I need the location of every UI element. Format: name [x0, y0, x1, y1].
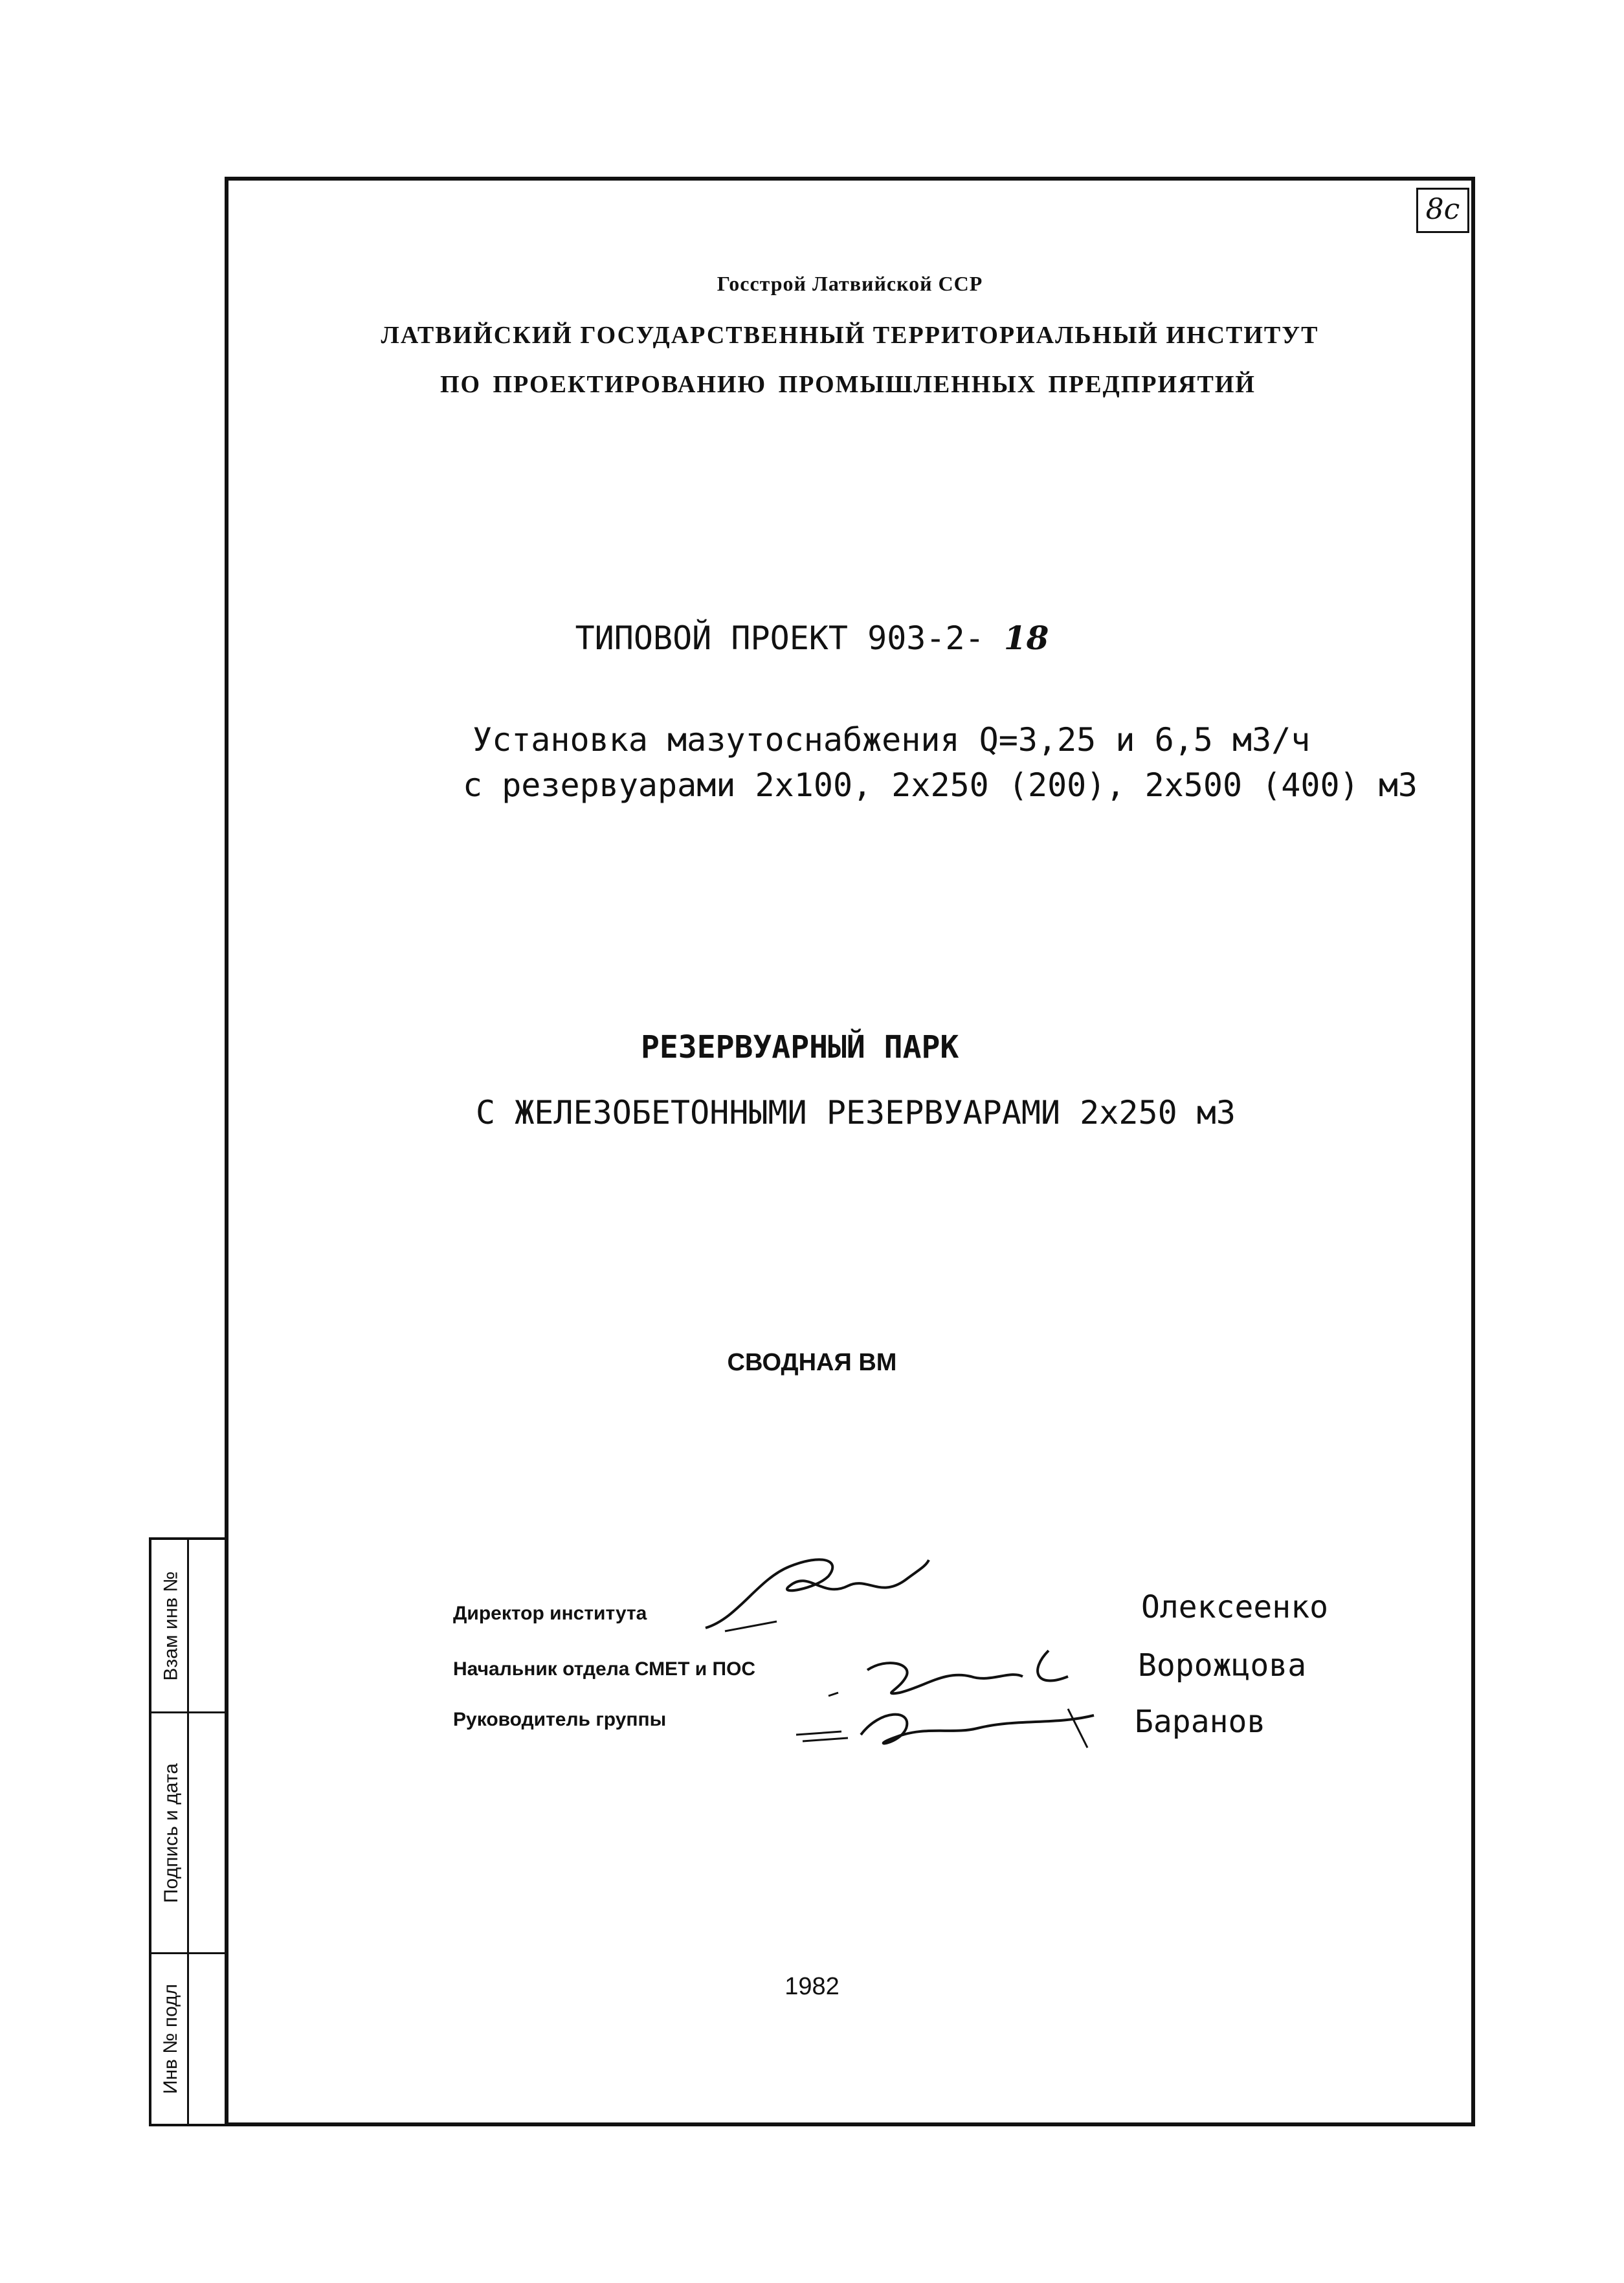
signatory-name-head: Ворожцова — [1138, 1647, 1307, 1684]
org-word: ПРОЕКТИРОВАНИЮ — [493, 371, 767, 398]
section-title: РЕЗЕРВУАРНЫЙ ПАРК — [641, 1029, 959, 1065]
page-frame — [225, 177, 1475, 2126]
project-title — [0, 619, 1624, 657]
stamp-block — [149, 1537, 228, 2126]
org-word: ПО — [440, 371, 482, 398]
signatory-name-director: Олексеенко — [1141, 1589, 1328, 1625]
stamp-label: Взам инв № — [160, 1570, 182, 1681]
org-word: ПРЕДПРИЯТИЙ — [1048, 371, 1256, 398]
stamp-cell — [151, 1954, 226, 2124]
stamp-label: Инв № подл — [160, 1983, 182, 2095]
signature-lead — [783, 1689, 1120, 1761]
project-title-number: 18 — [1003, 619, 1049, 657]
document-type: СВОДНАЯ ВМ — [727, 1349, 897, 1376]
document-year: 1982 — [784, 1973, 840, 2000]
signatory-name-lead: Баранов — [1135, 1704, 1266, 1740]
signatory-role-director: Директор института — [453, 1603, 647, 1624]
project-description-line2: с резервуарами 2х100, 2х250 (200), 2х500 (400) м3 — [463, 766, 1418, 804]
signatory-role-lead: Руководитель группы — [453, 1709, 667, 1730]
org-institute-purpose — [440, 370, 1256, 399]
sheet-number: 8c — [1416, 188, 1469, 233]
org-institute: ЛАТВИЙСКИЙ ГОСУДАРСТВЕННЫЙ ТЕРРИТОРИАЛЬНЫЙ ИНСТИТУТ — [381, 322, 1319, 349]
project-description-line1: Установка мазутоснабжения Q=3,25 и 6,5 м3/ч — [473, 721, 1311, 759]
stamp-cell — [151, 1713, 226, 1954]
org-ministry: Госстрой Латвийской ССР — [717, 272, 983, 295]
signature-director — [699, 1541, 932, 1644]
section-subtitle: С ЖЕЛЕЗОБЕТОННЫМИ РЕЗЕРВУАРАМИ 2х250 м3 — [476, 1094, 1236, 1131]
stamp-label: Подпись и дата — [160, 1763, 182, 1903]
signatory-role-head: Начальник отдела СМЕТ и ПОС — [453, 1658, 756, 1680]
project-title-prefix: ТИПОВОЙ ПРОЕКТ 903-2- — [575, 619, 984, 657]
stamp-cell — [151, 1540, 226, 1713]
org-word: ПРОМЫШЛЕННЫХ — [778, 371, 1037, 398]
